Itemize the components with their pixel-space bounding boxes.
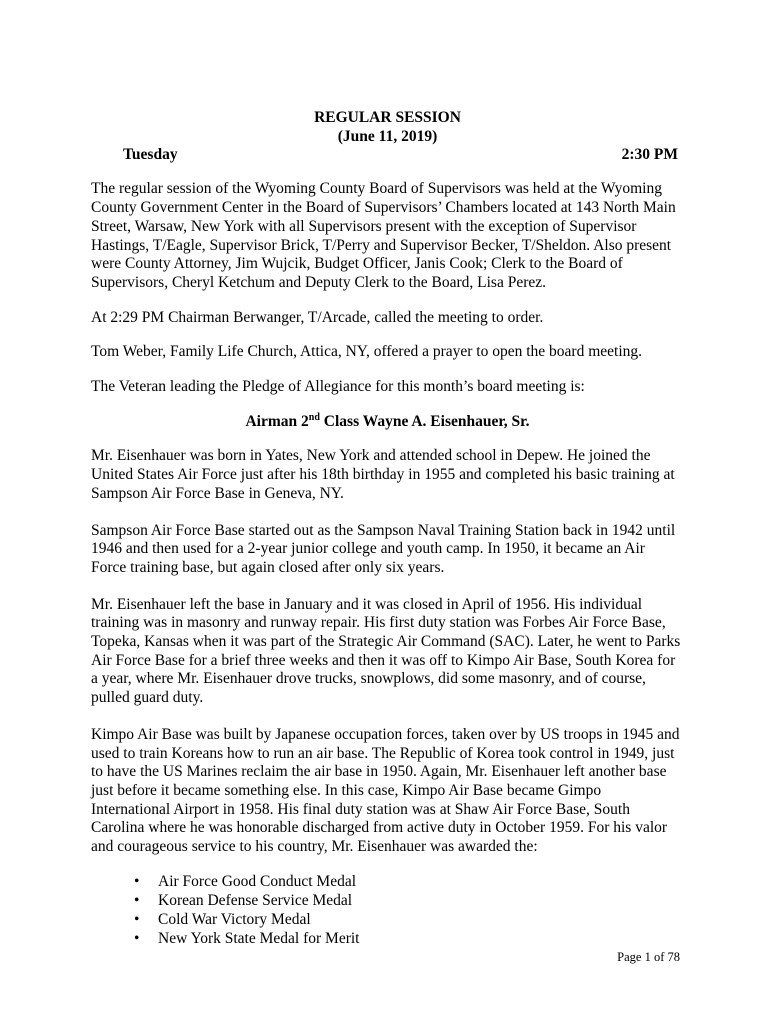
document-page xyxy=(91,109,684,949)
paragraph-call-to-order: At 2:29 PM Chairman Berwanger, T/Arcade, called the meeting to order. xyxy=(91,308,544,326)
paragraph-kimpo: Kimpo Air Base was built by Japanese occupation forces, taken over by US troops in 1945 and used to train Koreans how to run an air base. The Republic of Korea took control in 1949, just to have the US Marines reclaim the air base in 1950. Again, Mr. Eisenhauer left another base just before it became something else. In this case, Kimpo Air Base became Gimpo International Airport in 1958. His final duty station was at Shaw Air Force Base, South Carolina where he was honorable discharged from active duty in October 1959. For his valor and courageous service to his country, Mr. Eisenhauer was awarded the: xyxy=(91,725,680,856)
bullet-icon: • xyxy=(134,910,140,928)
bullet-icon: • xyxy=(134,891,140,909)
session-day: Tuesday xyxy=(123,146,178,164)
session-time: 2:30 PM xyxy=(621,146,678,164)
session-date: (June 11, 2019) xyxy=(337,127,438,145)
medal-list xyxy=(91,873,684,949)
medal-label: Air Force Good Conduct Medal xyxy=(158,872,357,890)
paragraph-service: Mr. Eisenhauer left the base in January and it was closed in April of 1956. His individual training was in masonry and runway repair. His first duty station was Forbes Air Force Base, Topeka, Kansas when it was part of the Strategic Air Command (SAC). Later, he went to Parks Air Force Base for a brief three weeks and then it was off to Kimpo Air Base, South Korea for a year, where Mr. Eisenhauer drove trucks, snowplows, did some masonry, and of course, pulled guard duty. xyxy=(91,595,681,707)
medal-label: Cold War Victory Medal xyxy=(158,910,311,928)
bullet-icon: • xyxy=(134,872,140,890)
veteran-name-rest: Class Wayne A. Eisenhauer, Sr. xyxy=(319,412,530,430)
bullet-icon: • xyxy=(134,929,140,947)
paragraph-attendance: The regular session of the Wyoming County Board of Supervisors was held at the Wyoming County Government Center in the Board of Supervisors’ Chambers located at 143 North Main Street, Warsaw, New York with all Supervisors present with the exception of Supervisor Hastings, T/Eagle, Supervisor Brick, T/Perry and Supervisor Becker, T/Sheldon. Also present were County Attorney, Jim Wujcik, Budget Officer, Janis Cook; Clerk to the Board of Supervisors, Cheryl Ketchum and Deputy Clerk to the Board, Lisa Perez. xyxy=(91,180,676,291)
paragraph-sampson: Sampson Air Force Base started out as the Sampson Naval Training Station back in 1942 until 1946 and then used for a 2-year junior college and youth camp. In 1950, it became an Air Force training base, but again closed after only six years. xyxy=(91,521,676,576)
list-item xyxy=(91,873,684,892)
list-item xyxy=(91,930,684,949)
veteran-rank: Airman 2 xyxy=(245,412,309,430)
day-time-line xyxy=(91,146,684,165)
list-item xyxy=(91,911,684,930)
veteran-name xyxy=(91,413,684,432)
medal-label: New York State Medal for Merit xyxy=(158,929,360,947)
veteran-rank-ordinal: nd xyxy=(308,411,320,423)
paragraph-pledge-intro: The Veteran leading the Pledge of Allegiance for this month’s board meeting is: xyxy=(91,378,585,396)
list-item xyxy=(91,892,684,911)
page-number: Page 1 of 78 xyxy=(617,950,680,964)
medal-label: Korean Defense Service Medal xyxy=(158,891,353,909)
session-title: REGULAR SESSION xyxy=(314,109,461,126)
paragraph-bio: Mr. Eisenhauer was born in Yates, New York and attended school in Depew. He joined the United States Air Force just after his 18th birthday in 1955 and completed his basic training at Sampson Air Force Base in Geneva, NY. xyxy=(91,447,675,502)
paragraph-prayer: Tom Weber, Family Life Church, Attica, NY, offered a prayer to open the board meeting. xyxy=(91,343,643,361)
